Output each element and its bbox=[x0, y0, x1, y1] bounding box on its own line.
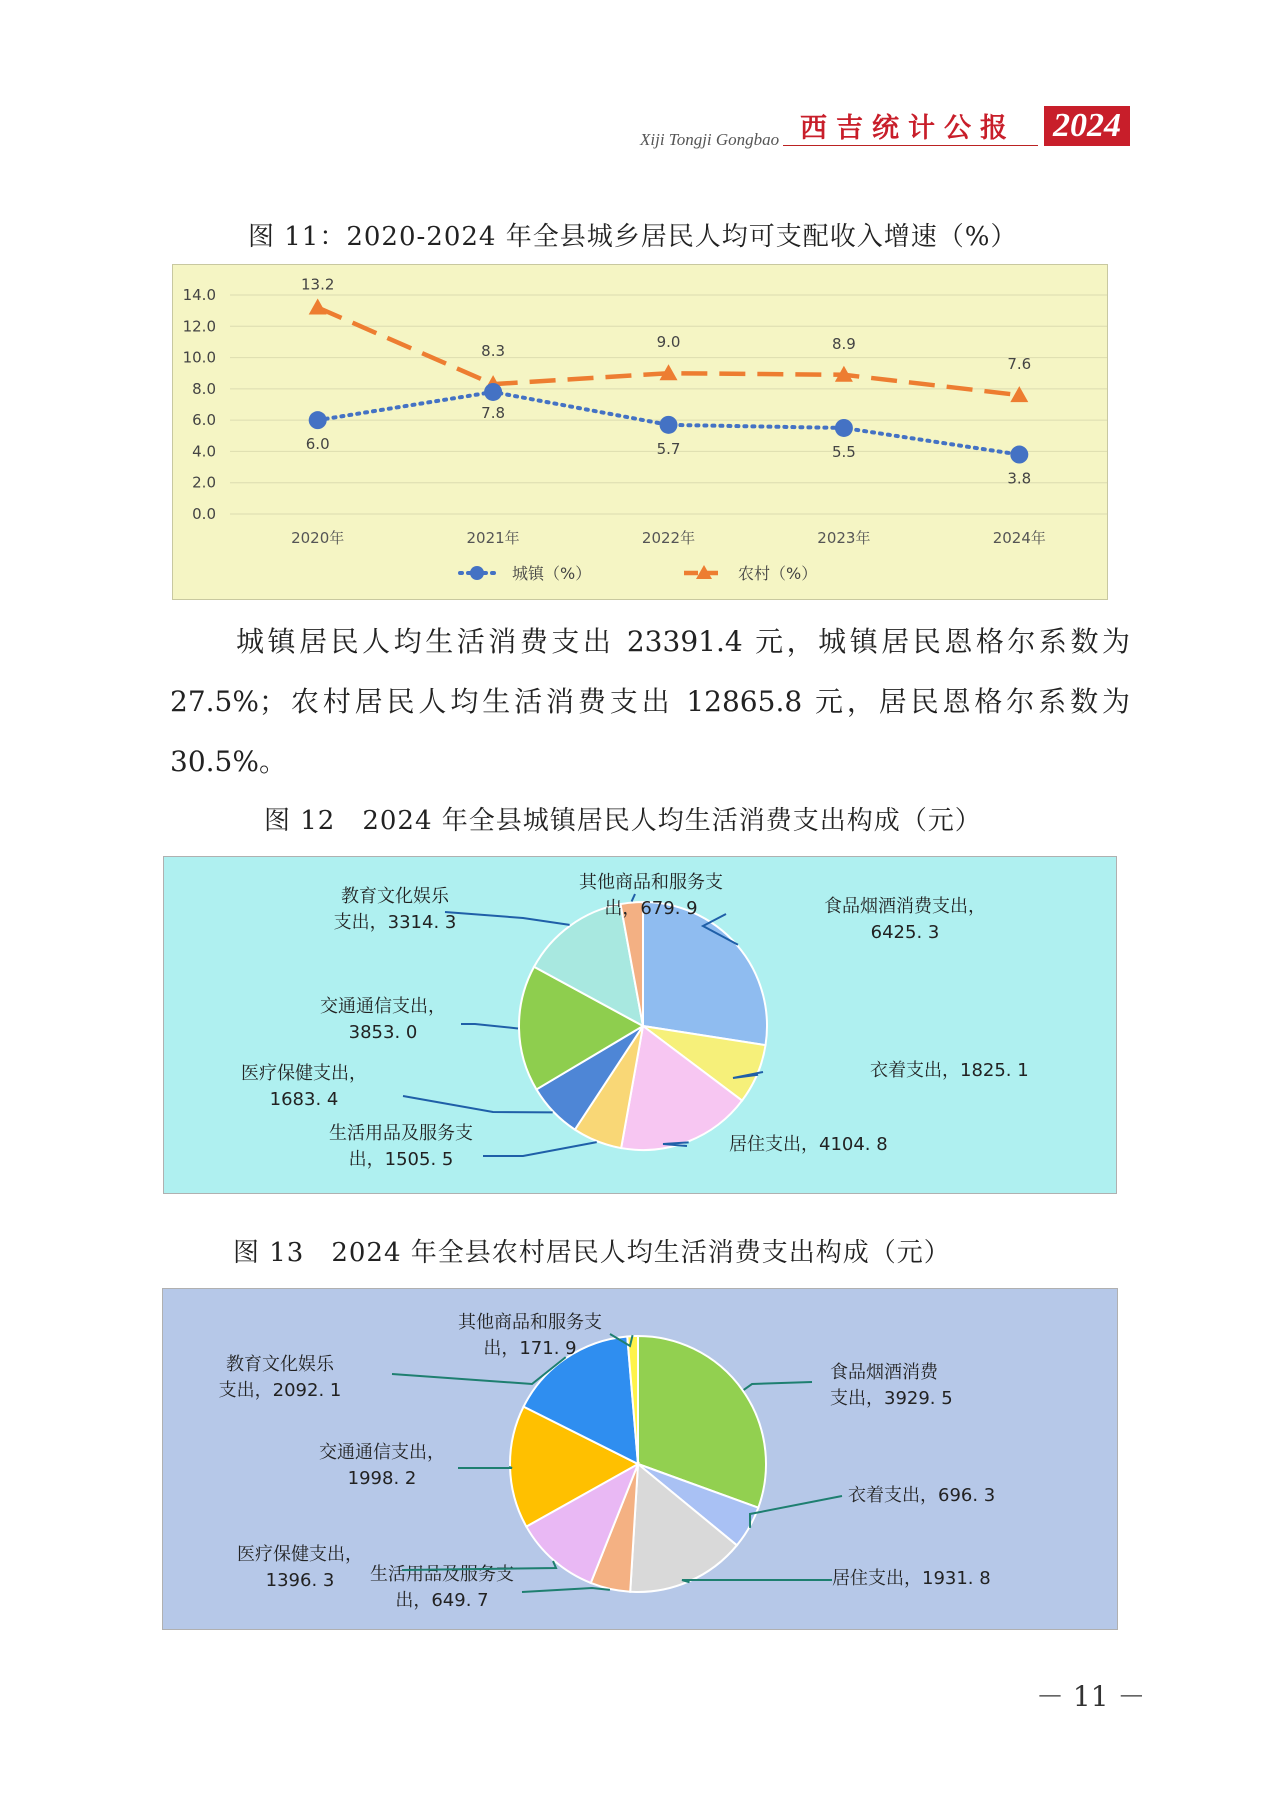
fig13-slice-label-5: 交通通信支出， bbox=[319, 1442, 445, 1463]
fig11-xtick-label: 2022年 bbox=[641, 529, 696, 547]
fig11-ytick-label: 4.0 bbox=[192, 442, 216, 461]
fig12-slice-label-6: 教育文化娱乐 bbox=[341, 886, 449, 907]
fig12-slice-label-1: 衣着支出，1825. 1 bbox=[870, 1060, 1029, 1081]
fig13-slice-label-3: 出，649. 7 bbox=[395, 1590, 489, 1611]
fig11-xtick-label: 2020年 bbox=[291, 529, 345, 547]
fig11-ytick-label: 6.0 bbox=[192, 411, 216, 430]
fig13-slice-label-5: 1998. 2 bbox=[347, 1468, 417, 1489]
fig11-point-urban bbox=[660, 416, 678, 434]
fig12-slice-label-2: 居住支出，4104. 8 bbox=[729, 1134, 888, 1155]
fig11-xtick-label: 2024年 bbox=[992, 529, 1046, 547]
fig11-ytick-label: 8.0 bbox=[192, 379, 216, 398]
fig11-xtick-label: 2023年 bbox=[817, 529, 871, 547]
fig13-slice-label-0: 食品烟酒消费 bbox=[830, 1362, 938, 1383]
fig11-background bbox=[173, 265, 1108, 600]
fig13-slice-label-1: 衣着支出，696. 3 bbox=[848, 1485, 996, 1506]
fig11-data-label-urban: 5.5 bbox=[831, 442, 856, 461]
fig13-slice-label-4: 1396. 3 bbox=[265, 1570, 335, 1591]
fig11-data-label-rural: 8.3 bbox=[481, 342, 506, 361]
fig12-slice-label-5: 交通通信支出， bbox=[320, 996, 446, 1017]
fig11-point-urban bbox=[309, 411, 327, 429]
fig11-point-urban bbox=[1010, 446, 1028, 464]
fig11-data-label-urban: 6.0 bbox=[305, 435, 330, 454]
fig11-ytick-label: 14.0 bbox=[182, 286, 216, 304]
fig12-slice-label-5: 3853. 0 bbox=[348, 1022, 418, 1043]
fig13-slice-label-4: 医疗保健支出， bbox=[237, 1544, 363, 1565]
fig13-slice-label-6: 教育文化娱乐 bbox=[226, 1354, 334, 1375]
fig13-caption: 图 13 2024 年全县农村居民人均生活消费支出构成（元） bbox=[233, 1238, 951, 1268]
fig11-data-label-urban: 3.8 bbox=[1007, 469, 1032, 488]
fig11-data-label-urban: 5.7 bbox=[656, 439, 681, 458]
fig12-slice-label-4: 医疗保健支出， bbox=[241, 1063, 367, 1084]
fig12-slice-label-3: 生活用品及服务支 bbox=[329, 1123, 473, 1144]
fig12-slice-label-7: 其他商品和服务支 bbox=[579, 872, 723, 893]
header-english-title: Xiji Tongji Gongbao bbox=[640, 130, 780, 149]
fig13-leader-line-5 bbox=[458, 1467, 512, 1468]
page-number: － 11 － bbox=[1036, 1680, 1146, 1713]
fig11-ytick-label: 12.0 bbox=[182, 317, 216, 336]
fig12-slice-label-6: 支出，3314. 3 bbox=[333, 912, 457, 933]
consumption-paragraph bbox=[170, 612, 1130, 792]
fig11-line-chart bbox=[172, 264, 1108, 600]
header-rule bbox=[783, 145, 1038, 146]
fig13-slice-label-2: 居住支出，1931. 8 bbox=[832, 1568, 991, 1589]
fig11-legend-marker-urban bbox=[470, 566, 484, 580]
fig11-ytick-label: 2.0 bbox=[192, 473, 216, 492]
fig12-slice-label-4: 1683. 4 bbox=[269, 1089, 339, 1110]
fig13-pie-chart bbox=[162, 1288, 1118, 1630]
fig11-ytick-label: 10.0 bbox=[182, 348, 216, 367]
fig11-data-label-rural: 13.2 bbox=[300, 275, 335, 294]
fig11-data-label-rural: 9.0 bbox=[656, 333, 681, 352]
header-chinese-title: 西吉统计公报 bbox=[800, 113, 1016, 144]
fig11-legend-label-rural: 农村（%） bbox=[738, 564, 818, 583]
fig11-point-urban bbox=[835, 419, 853, 437]
fig12-slice-label-7: 出，679. 9 bbox=[604, 898, 698, 919]
fig11-ytick-label: 0.0 bbox=[192, 505, 216, 523]
consumption-paragraph-text: 城镇居民人均生活消费支出 23391.4 元，城镇居民恩格尔系数为 27.5%；农村居民人均生活消费支出 12865.8 元，居民恩格尔系数为 30.5%。 bbox=[170, 625, 1130, 778]
fig13-slice-label-7: 出，171. 9 bbox=[483, 1338, 577, 1359]
fig13-slice-label-6: 支出，2092. 1 bbox=[218, 1380, 342, 1401]
fig12-slice-label-0: 食品烟酒消费支出， bbox=[824, 896, 986, 917]
fig13-slice-label-3: 生活用品及服务支 bbox=[370, 1564, 514, 1585]
fig11-point-urban bbox=[484, 383, 502, 401]
fig11-data-label-urban: 7.8 bbox=[481, 403, 506, 422]
fig12-slice-label-0: 6425. 3 bbox=[870, 922, 940, 943]
fig12-caption: 图 12 2024 年全县城镇居民人均生活消费支出构成（元） bbox=[264, 806, 982, 836]
fig11-xtick-label: 2021年 bbox=[466, 529, 520, 547]
fig13-slice-label-7: 其他商品和服务支 bbox=[458, 1312, 602, 1333]
fig11-data-label-rural: 8.9 bbox=[831, 334, 856, 353]
fig12-pie-chart bbox=[163, 856, 1117, 1194]
fig12-slice-label-3: 出，1505. 5 bbox=[348, 1149, 454, 1170]
header-year-badge: 2024 bbox=[1044, 106, 1130, 146]
fig11-caption: 图 11：2020-2024 年全县城乡居民人均可支配收入增速（%） bbox=[248, 222, 1018, 252]
fig11-data-label-rural: 7.6 bbox=[1007, 355, 1032, 374]
fig11-legend-label-urban: 城镇（%） bbox=[512, 564, 592, 583]
fig13-slice-label-0: 支出，3929. 5 bbox=[830, 1388, 953, 1409]
